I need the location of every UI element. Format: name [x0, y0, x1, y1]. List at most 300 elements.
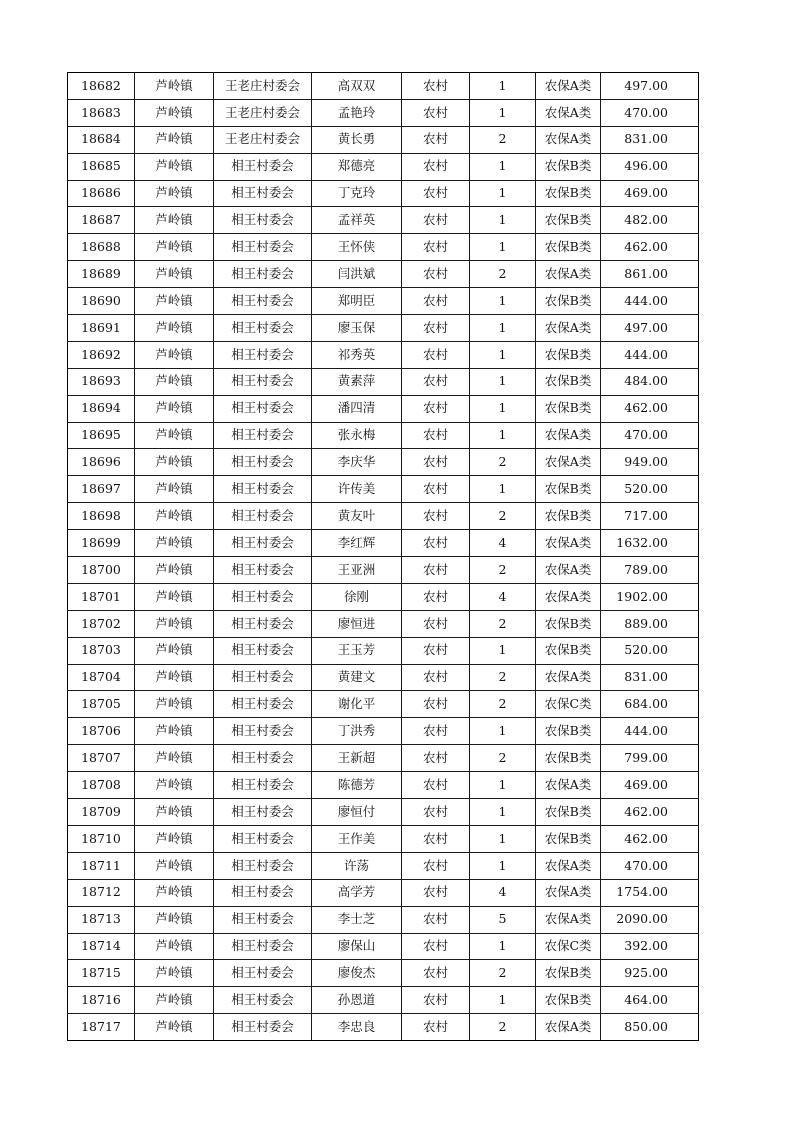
- area-type-cell: 农村: [402, 530, 470, 557]
- insurance-category-cell: 农保B类: [536, 745, 601, 772]
- insurance-category-cell: 农保A类: [536, 449, 601, 476]
- name-cell: 闫洪斌: [312, 261, 402, 288]
- town-cell: 芦岭镇: [135, 234, 214, 261]
- name-cell: 廖恒进: [312, 610, 402, 637]
- serial-number-cell: 18699: [68, 530, 135, 557]
- serial-number-cell: 18698: [68, 503, 135, 530]
- table-row: [68, 180, 699, 207]
- insurance-category-cell: 农保B类: [536, 718, 601, 745]
- area-type-cell: 农村: [402, 153, 470, 180]
- amount-cell: 462.00: [601, 234, 699, 261]
- serial-number-cell: 18686: [68, 180, 135, 207]
- household-size-cell: 1: [470, 422, 536, 449]
- village-committee-cell: 相王村委会: [214, 933, 312, 960]
- insurance-category-cell: 农保A类: [536, 73, 601, 100]
- table-row: [68, 583, 699, 610]
- table-row: [68, 610, 699, 637]
- amount-cell: 470.00: [601, 422, 699, 449]
- household-size-cell: 1: [470, 825, 536, 852]
- household-size-cell: 2: [470, 557, 536, 584]
- amount-cell: 470.00: [601, 852, 699, 879]
- table-row: [68, 933, 699, 960]
- town-cell: 芦岭镇: [135, 557, 214, 584]
- serial-number-cell: 18694: [68, 395, 135, 422]
- village-committee-cell: 相王村委会: [214, 395, 312, 422]
- insurance-category-cell: 农保A类: [536, 879, 601, 906]
- amount-cell: 861.00: [601, 261, 699, 288]
- amount-cell: 444.00: [601, 288, 699, 315]
- household-size-cell: 2: [470, 745, 536, 772]
- town-cell: 芦岭镇: [135, 852, 214, 879]
- area-type-cell: 农村: [402, 126, 470, 153]
- table-row: [68, 261, 699, 288]
- table-row: [68, 906, 699, 933]
- relief-roster-table: [67, 72, 699, 1041]
- table-body: [68, 73, 699, 1041]
- village-committee-cell: 相王村委会: [214, 1014, 312, 1041]
- serial-number-cell: 18701: [68, 583, 135, 610]
- town-cell: 芦岭镇: [135, 73, 214, 100]
- insurance-category-cell: 农保A类: [536, 1014, 601, 1041]
- town-cell: 芦岭镇: [135, 637, 214, 664]
- village-committee-cell: 相王村委会: [214, 530, 312, 557]
- serial-number-cell: 18716: [68, 987, 135, 1014]
- area-type-cell: 农村: [402, 987, 470, 1014]
- town-cell: 芦岭镇: [135, 530, 214, 557]
- table-row: [68, 852, 699, 879]
- amount-cell: 520.00: [601, 637, 699, 664]
- area-type-cell: 农村: [402, 906, 470, 933]
- name-cell: 王怀侠: [312, 234, 402, 261]
- village-committee-cell: 相王村委会: [214, 341, 312, 368]
- insurance-category-cell: 农保C类: [536, 933, 601, 960]
- town-cell: 芦岭镇: [135, 153, 214, 180]
- town-cell: 芦岭镇: [135, 610, 214, 637]
- insurance-category-cell: 农保A类: [536, 852, 601, 879]
- name-cell: 廖玉保: [312, 315, 402, 342]
- amount-cell: 470.00: [601, 99, 699, 126]
- serial-number-cell: 18697: [68, 476, 135, 503]
- name-cell: 陈德芳: [312, 772, 402, 799]
- village-committee-cell: 相王村委会: [214, 906, 312, 933]
- area-type-cell: 农村: [402, 99, 470, 126]
- name-cell: 高学芳: [312, 879, 402, 906]
- name-cell: 黄长勇: [312, 126, 402, 153]
- name-cell: 许传美: [312, 476, 402, 503]
- name-cell: 潘四清: [312, 395, 402, 422]
- insurance-category-cell: 农保A类: [536, 557, 601, 584]
- table-row: [68, 960, 699, 987]
- amount-cell: 831.00: [601, 126, 699, 153]
- name-cell: 孟艳玲: [312, 99, 402, 126]
- insurance-category-cell: 农保B类: [536, 799, 601, 826]
- name-cell: 谢化平: [312, 691, 402, 718]
- name-cell: 孟祥英: [312, 207, 402, 234]
- name-cell: 李士芝: [312, 906, 402, 933]
- name-cell: 徐刚: [312, 583, 402, 610]
- household-size-cell: 2: [470, 664, 536, 691]
- insurance-category-cell: 农保B类: [536, 395, 601, 422]
- serial-number-cell: 18706: [68, 718, 135, 745]
- amount-cell: 831.00: [601, 664, 699, 691]
- name-cell: 许荡: [312, 852, 402, 879]
- area-type-cell: 农村: [402, 745, 470, 772]
- serial-number-cell: 18690: [68, 288, 135, 315]
- village-committee-cell: 相王村委会: [214, 825, 312, 852]
- town-cell: 芦岭镇: [135, 583, 214, 610]
- household-size-cell: 1: [470, 234, 536, 261]
- table-row: [68, 745, 699, 772]
- town-cell: 芦岭镇: [135, 691, 214, 718]
- area-type-cell: 农村: [402, 557, 470, 584]
- amount-cell: 484.00: [601, 368, 699, 395]
- insurance-category-cell: 农保A类: [536, 772, 601, 799]
- name-cell: 王作美: [312, 825, 402, 852]
- insurance-category-cell: 农保A类: [536, 261, 601, 288]
- serial-number-cell: 18684: [68, 126, 135, 153]
- town-cell: 芦岭镇: [135, 772, 214, 799]
- town-cell: 芦岭镇: [135, 987, 214, 1014]
- insurance-category-cell: 农保A类: [536, 422, 601, 449]
- village-committee-cell: 相王村委会: [214, 799, 312, 826]
- village-committee-cell: 相王村委会: [214, 879, 312, 906]
- town-cell: 芦岭镇: [135, 207, 214, 234]
- village-committee-cell: 相王村委会: [214, 476, 312, 503]
- area-type-cell: 农村: [402, 664, 470, 691]
- insurance-category-cell: 农保B类: [536, 207, 601, 234]
- amount-cell: 1632.00: [601, 530, 699, 557]
- town-cell: 芦岭镇: [135, 745, 214, 772]
- village-committee-cell: 相王村委会: [214, 987, 312, 1014]
- area-type-cell: 农村: [402, 503, 470, 530]
- town-cell: 芦岭镇: [135, 933, 214, 960]
- serial-number-cell: 18696: [68, 449, 135, 476]
- amount-cell: 1902.00: [601, 583, 699, 610]
- village-committee-cell: 相王村委会: [214, 557, 312, 584]
- amount-cell: 789.00: [601, 557, 699, 584]
- town-cell: 芦岭镇: [135, 879, 214, 906]
- name-cell: 黄建文: [312, 664, 402, 691]
- area-type-cell: 农村: [402, 799, 470, 826]
- village-committee-cell: 相王村委会: [214, 745, 312, 772]
- village-committee-cell: 王老庄村委会: [214, 73, 312, 100]
- household-size-cell: 1: [470, 368, 536, 395]
- amount-cell: 469.00: [601, 772, 699, 799]
- amount-cell: 462.00: [601, 799, 699, 826]
- insurance-category-cell: 农保B类: [536, 960, 601, 987]
- amount-cell: 462.00: [601, 825, 699, 852]
- village-committee-cell: 相王村委会: [214, 610, 312, 637]
- serial-number-cell: 18710: [68, 825, 135, 852]
- household-size-cell: 2: [470, 610, 536, 637]
- serial-number-cell: 18709: [68, 799, 135, 826]
- table-row: [68, 234, 699, 261]
- village-committee-cell: 相王村委会: [214, 691, 312, 718]
- household-size-cell: 1: [470, 933, 536, 960]
- amount-cell: 482.00: [601, 207, 699, 234]
- name-cell: 廖保山: [312, 933, 402, 960]
- area-type-cell: 农村: [402, 207, 470, 234]
- table-row: [68, 422, 699, 449]
- town-cell: 芦岭镇: [135, 315, 214, 342]
- town-cell: 芦岭镇: [135, 718, 214, 745]
- town-cell: 芦岭镇: [135, 503, 214, 530]
- table-row: [68, 99, 699, 126]
- serial-number-cell: 18704: [68, 664, 135, 691]
- amount-cell: 850.00: [601, 1014, 699, 1041]
- serial-number-cell: 18705: [68, 691, 135, 718]
- village-committee-cell: 相王村委会: [214, 368, 312, 395]
- name-cell: 李红辉: [312, 530, 402, 557]
- amount-cell: 1754.00: [601, 879, 699, 906]
- insurance-category-cell: 农保A类: [536, 99, 601, 126]
- amount-cell: 392.00: [601, 933, 699, 960]
- insurance-category-cell: 农保A类: [536, 126, 601, 153]
- serial-number-cell: 18702: [68, 610, 135, 637]
- serial-number-cell: 18693: [68, 368, 135, 395]
- table-row: [68, 368, 699, 395]
- serial-number-cell: 18689: [68, 261, 135, 288]
- household-size-cell: 4: [470, 583, 536, 610]
- area-type-cell: 农村: [402, 368, 470, 395]
- insurance-category-cell: 农保A类: [536, 906, 601, 933]
- amount-cell: 717.00: [601, 503, 699, 530]
- name-cell: 丁克玲: [312, 180, 402, 207]
- insurance-category-cell: 农保B类: [536, 476, 601, 503]
- name-cell: 李庆华: [312, 449, 402, 476]
- insurance-category-cell: 农保A类: [536, 583, 601, 610]
- insurance-category-cell: 农保C类: [536, 691, 601, 718]
- household-size-cell: 2: [470, 449, 536, 476]
- amount-cell: 889.00: [601, 610, 699, 637]
- town-cell: 芦岭镇: [135, 99, 214, 126]
- area-type-cell: 农村: [402, 73, 470, 100]
- table-row: [68, 288, 699, 315]
- village-committee-cell: 相王村委会: [214, 234, 312, 261]
- household-size-cell: 2: [470, 261, 536, 288]
- amount-cell: 497.00: [601, 315, 699, 342]
- insurance-category-cell: 农保A类: [536, 664, 601, 691]
- amount-cell: 949.00: [601, 449, 699, 476]
- village-committee-cell: 相王村委会: [214, 772, 312, 799]
- table-row: [68, 718, 699, 745]
- area-type-cell: 农村: [402, 852, 470, 879]
- household-size-cell: 1: [470, 341, 536, 368]
- serial-number-cell: 18713: [68, 906, 135, 933]
- household-size-cell: 1: [470, 476, 536, 503]
- name-cell: 郑明臣: [312, 288, 402, 315]
- amount-cell: 684.00: [601, 691, 699, 718]
- village-committee-cell: 相王村委会: [214, 449, 312, 476]
- serial-number-cell: 18712: [68, 879, 135, 906]
- area-type-cell: 农村: [402, 449, 470, 476]
- table-row: [68, 341, 699, 368]
- village-committee-cell: 相王村委会: [214, 852, 312, 879]
- insurance-category-cell: 农保B类: [536, 180, 601, 207]
- serial-number-cell: 18711: [68, 852, 135, 879]
- name-cell: 祁秀英: [312, 341, 402, 368]
- serial-number-cell: 18692: [68, 341, 135, 368]
- town-cell: 芦岭镇: [135, 960, 214, 987]
- table-row: [68, 1014, 699, 1041]
- insurance-category-cell: 农保B类: [536, 987, 601, 1014]
- household-size-cell: 1: [470, 637, 536, 664]
- town-cell: 芦岭镇: [135, 288, 214, 315]
- amount-cell: 444.00: [601, 341, 699, 368]
- town-cell: 芦岭镇: [135, 341, 214, 368]
- village-committee-cell: 相王村委会: [214, 153, 312, 180]
- area-type-cell: 农村: [402, 718, 470, 745]
- village-committee-cell: 王老庄村委会: [214, 126, 312, 153]
- town-cell: 芦岭镇: [135, 180, 214, 207]
- town-cell: 芦岭镇: [135, 126, 214, 153]
- name-cell: 廖俊杰: [312, 960, 402, 987]
- name-cell: 廖恒付: [312, 799, 402, 826]
- amount-cell: 444.00: [601, 718, 699, 745]
- town-cell: 芦岭镇: [135, 422, 214, 449]
- insurance-category-cell: 农保B类: [536, 825, 601, 852]
- town-cell: 芦岭镇: [135, 906, 214, 933]
- town-cell: 芦岭镇: [135, 261, 214, 288]
- household-size-cell: 1: [470, 207, 536, 234]
- serial-number-cell: 18715: [68, 960, 135, 987]
- serial-number-cell: 18691: [68, 315, 135, 342]
- name-cell: 李忠良: [312, 1014, 402, 1041]
- serial-number-cell: 18714: [68, 933, 135, 960]
- insurance-category-cell: 农保A类: [536, 315, 601, 342]
- household-size-cell: 1: [470, 395, 536, 422]
- name-cell: 张永梅: [312, 422, 402, 449]
- area-type-cell: 农村: [402, 422, 470, 449]
- insurance-category-cell: 农保B类: [536, 288, 601, 315]
- table-row: [68, 449, 699, 476]
- town-cell: 芦岭镇: [135, 1014, 214, 1041]
- village-committee-cell: 相王村委会: [214, 180, 312, 207]
- table-row: [68, 557, 699, 584]
- village-committee-cell: 相王村委会: [214, 960, 312, 987]
- area-type-cell: 农村: [402, 180, 470, 207]
- household-size-cell: 2: [470, 126, 536, 153]
- serial-number-cell: 18685: [68, 153, 135, 180]
- amount-cell: 520.00: [601, 476, 699, 503]
- household-size-cell: 1: [470, 799, 536, 826]
- household-size-cell: 1: [470, 288, 536, 315]
- table-row: [68, 825, 699, 852]
- table-row: [68, 637, 699, 664]
- household-size-cell: 1: [470, 73, 536, 100]
- name-cell: 黄友叶: [312, 503, 402, 530]
- area-type-cell: 农村: [402, 960, 470, 987]
- name-cell: 郑德亮: [312, 153, 402, 180]
- household-size-cell: 1: [470, 99, 536, 126]
- area-type-cell: 农村: [402, 933, 470, 960]
- area-type-cell: 农村: [402, 637, 470, 664]
- insurance-category-cell: 农保B类: [536, 341, 601, 368]
- town-cell: 芦岭镇: [135, 799, 214, 826]
- area-type-cell: 农村: [402, 583, 470, 610]
- serial-number-cell: 18700: [68, 557, 135, 584]
- household-size-cell: 2: [470, 503, 536, 530]
- name-cell: 王玉芳: [312, 637, 402, 664]
- table-row: [68, 207, 699, 234]
- insurance-category-cell: 农保B类: [536, 234, 601, 261]
- table-row: [68, 664, 699, 691]
- insurance-category-cell: 农保B类: [536, 503, 601, 530]
- area-type-cell: 农村: [402, 691, 470, 718]
- household-size-cell: 4: [470, 879, 536, 906]
- table-row: [68, 691, 699, 718]
- name-cell: 王亚洲: [312, 557, 402, 584]
- amount-cell: 925.00: [601, 960, 699, 987]
- name-cell: 孙恩道: [312, 987, 402, 1014]
- household-size-cell: 1: [470, 987, 536, 1014]
- area-type-cell: 农村: [402, 476, 470, 503]
- amount-cell: 2090.00: [601, 906, 699, 933]
- household-size-cell: 1: [470, 315, 536, 342]
- village-committee-cell: 相王村委会: [214, 288, 312, 315]
- village-committee-cell: 相王村委会: [214, 207, 312, 234]
- area-type-cell: 农村: [402, 341, 470, 368]
- serial-number-cell: 18707: [68, 745, 135, 772]
- amount-cell: 464.00: [601, 987, 699, 1014]
- amount-cell: 496.00: [601, 153, 699, 180]
- household-size-cell: 2: [470, 1014, 536, 1041]
- town-cell: 芦岭镇: [135, 476, 214, 503]
- area-type-cell: 农村: [402, 772, 470, 799]
- village-committee-cell: 相王村委会: [214, 583, 312, 610]
- serial-number-cell: 18717: [68, 1014, 135, 1041]
- serial-number-cell: 18708: [68, 772, 135, 799]
- insurance-category-cell: 农保B类: [536, 153, 601, 180]
- table-row: [68, 799, 699, 826]
- amount-cell: 497.00: [601, 73, 699, 100]
- household-size-cell: 1: [470, 153, 536, 180]
- insurance-category-cell: 农保B类: [536, 610, 601, 637]
- village-committee-cell: 相王村委会: [214, 315, 312, 342]
- village-committee-cell: 相王村委会: [214, 664, 312, 691]
- serial-number-cell: 18683: [68, 99, 135, 126]
- area-type-cell: 农村: [402, 825, 470, 852]
- area-type-cell: 农村: [402, 395, 470, 422]
- name-cell: 高双双: [312, 73, 402, 100]
- table-row: [68, 395, 699, 422]
- town-cell: 芦岭镇: [135, 449, 214, 476]
- household-size-cell: 1: [470, 772, 536, 799]
- serial-number-cell: 18703: [68, 637, 135, 664]
- town-cell: 芦岭镇: [135, 395, 214, 422]
- serial-number-cell: 18695: [68, 422, 135, 449]
- serial-number-cell: 18688: [68, 234, 135, 261]
- serial-number-cell: 18687: [68, 207, 135, 234]
- table-row: [68, 315, 699, 342]
- table-row: [68, 772, 699, 799]
- insurance-category-cell: 农保A类: [536, 530, 601, 557]
- table-row: [68, 879, 699, 906]
- area-type-cell: 农村: [402, 1014, 470, 1041]
- area-type-cell: 农村: [402, 288, 470, 315]
- household-size-cell: 1: [470, 852, 536, 879]
- amount-cell: 799.00: [601, 745, 699, 772]
- household-size-cell: 2: [470, 691, 536, 718]
- household-size-cell: 5: [470, 906, 536, 933]
- village-committee-cell: 相王村委会: [214, 503, 312, 530]
- village-committee-cell: 相王村委会: [214, 422, 312, 449]
- area-type-cell: 农村: [402, 610, 470, 637]
- town-cell: 芦岭镇: [135, 368, 214, 395]
- area-type-cell: 农村: [402, 315, 470, 342]
- name-cell: 丁洪秀: [312, 718, 402, 745]
- table-row: [68, 530, 699, 557]
